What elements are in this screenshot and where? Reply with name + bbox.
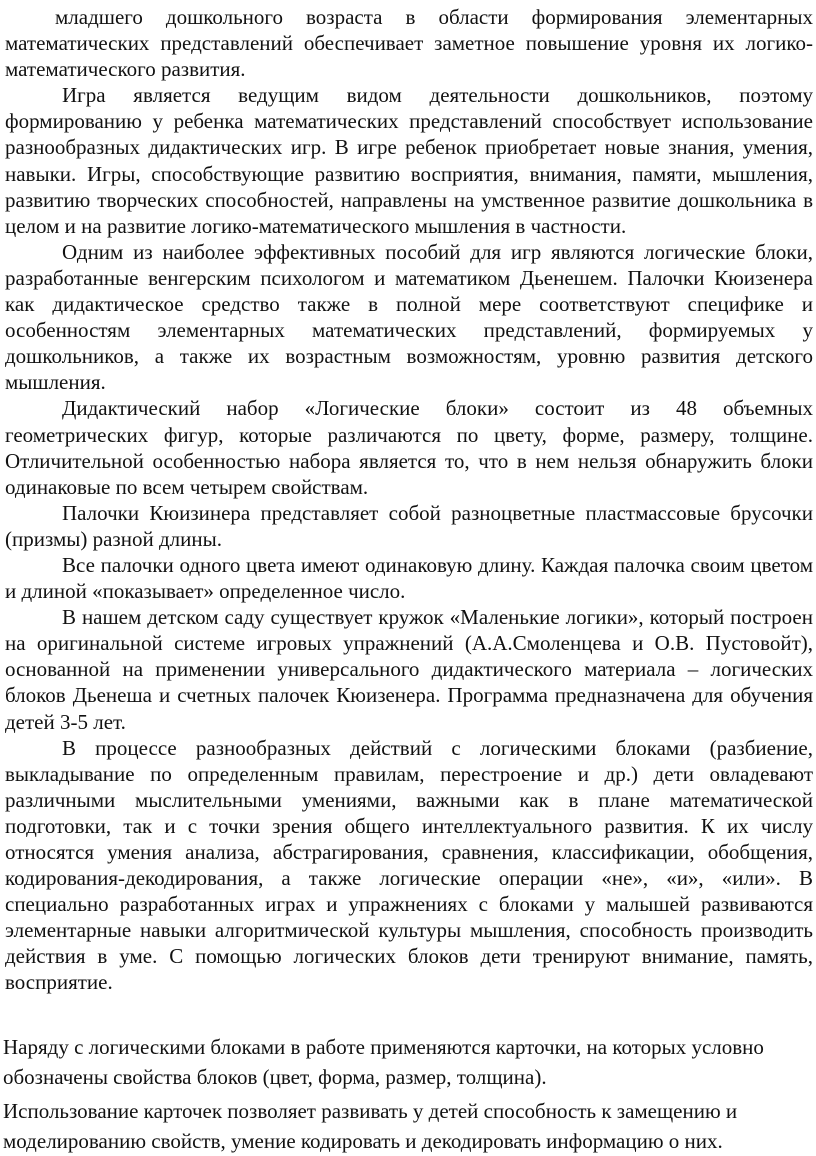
paragraph-4: Дидактический набор «Логические блоки» состоит из 48 объемных геометрических фигур, которые различаются по цвету, форме, размеру, толщине. Отличительной особенностью набора является то, что в нем нельзя обнаружить блоки одинаковые по всем четырем свойствам. bbox=[5, 396, 813, 499]
paragraph-10: Использование карточек позволяет развивать у детей способность к замещению и моделированию свойств, умение кодировать и декодировать информацию о них. bbox=[3, 1099, 738, 1153]
paragraph-6: Все палочки одного цвета имеют одинаковую длину. Каждая палочка своим цветом и длиной «показывает» определенное число. bbox=[5, 552, 813, 604]
document-body bbox=[5, 4, 813, 996]
paragraph-1: младшего дошкольного возраста в области формирования элементарных математических представлений обеспечивает заметное повышение уровня их логико-математического развития. bbox=[5, 5, 813, 82]
document-tail bbox=[3, 1032, 815, 1156]
paragraph-3: Одним из наиболее эффективных пособий для игр являются логические блоки, разработанные венгерским психологом и математиком Дьенешем. Палочки Кюизенера как дидактическое средство также в полной мере соответствуют специфике и особенностям элементарных математических представлений, формируемых у дошкольников, а также их возрастным возможностям, уровню развития детского мышления. bbox=[5, 239, 813, 395]
paragraph-2: Игра является ведущим видом деятельности дошкольников, поэтому формированию у ребенка математических представлений способствует использование разнообразных дидактических игр. В игре ребенок приобретает новые знания, умения, навыки. Игры, способствующие развитию восприятия, внимания, памяти, мышления, развитию творческих способностей, направлены на умственное развитие дошкольника в целом и на развитие логико-математического мышления в частности. bbox=[5, 83, 813, 238]
paragraph-8: В процессе разнообразных действий с логическими блоками (разбиение, выкладывание по определенным правилам, перестроение и др.) дети овладевают различными мыслительными умениями, важными как в плане математической подготовки, так и с точки зрения общего интеллектуального развития. К их числу относятся умения анализа, абстрагирования, сравнения, классификации, обобщения, кодирования-декодирования, а также логические операции «не», «и», «или». В специально разработанных играх и упражнениях с блоками у малышей развиваются элементарные навыки алгоритмической культуры мышления, способность производить действия в уме. С помощью логических блоков дети тренируют внимание, память, восприятие. bbox=[5, 735, 813, 995]
paragraph-5: Палочки Кюизинера представляет собой разноцветные пластмассовые брусочки (призмы) разной длины. bbox=[5, 500, 813, 551]
paragraph-7: В нашем детском саду существует кружок «Маленькие логики», который построен на оригинальной системе игровых упражнений (А.А.Смоленцева и О.В. Пустовойт), основанной на применении универсального дидактического материала – логических блоков Дьенеша и счетных палочек Кюизенера. Программа предназначена для обучения детей 3-5 лет. bbox=[5, 605, 813, 734]
paragraph-9: Наряду с логическими блоками в работе применяются карточки, на которых условно обозначены свойства блоков (цвет, форма, размер, толщина). bbox=[3, 1035, 764, 1089]
